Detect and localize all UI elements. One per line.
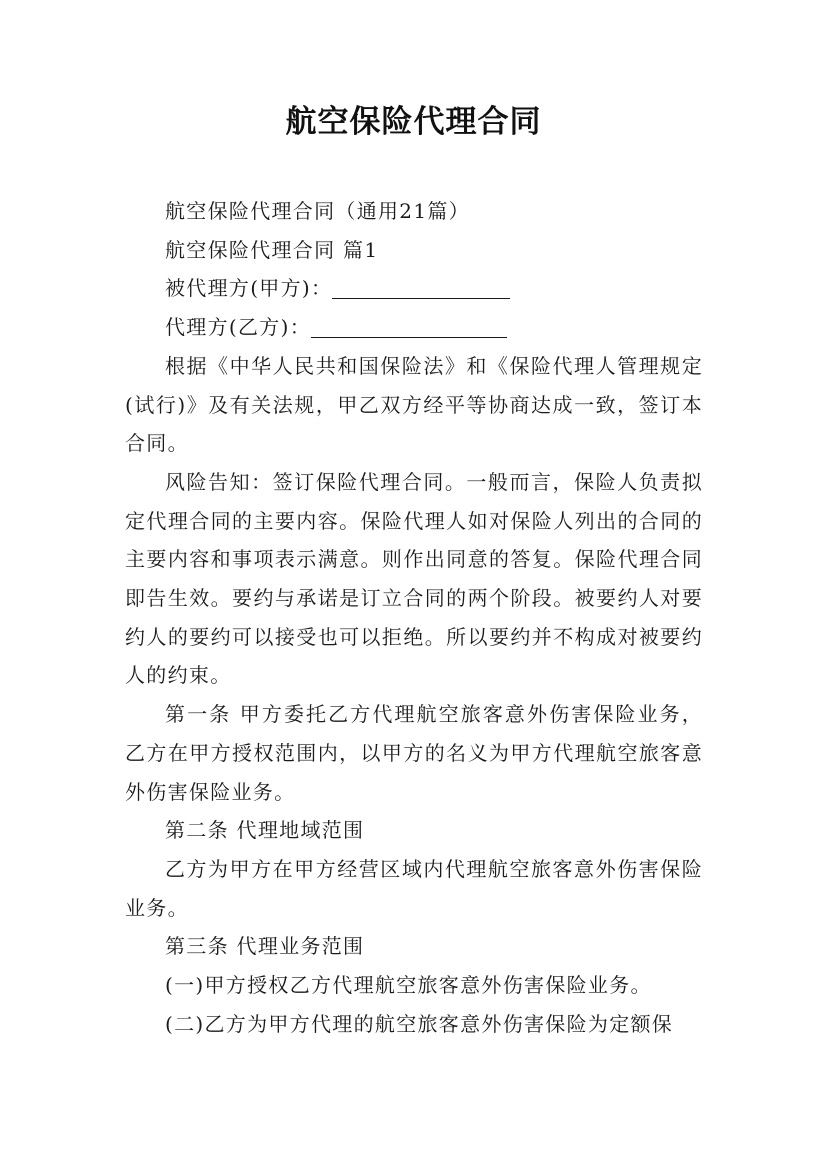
party-b-label: 代理方(乙方)： — [165, 315, 312, 340]
document-subtitle: 航空保险代理合同（通用21篇） — [165, 199, 470, 223]
document-title: 航空保险代理合同 — [285, 104, 542, 140]
part-heading: 航空保险代理合同 篇1 — [165, 237, 379, 262]
article-3-item-1: (一)甲方授权乙方代理航空旅客意外伤害保险业务。 — [165, 973, 652, 998]
party-b-line — [125, 308, 703, 347]
article-2-paragraph: 乙方为甲方在甲方经营区域内代理航空旅客意外伤害保险业务。 — [125, 856, 703, 920]
risk-notice-paragraph: 风险告知：签订保险代理合同。一般而言，保险人负责拟定代理合同的主要内容。保险代理人如对保险人列出的合同的主要内容和事项表示满意。则作出同意的答复。保险代理合同即告生效。要约与承诺是订立合同的两个阶段。被要约人对要约人的要约可以接受也可以拒绝。所以要约并不构成对被要约人的约束。 — [125, 469, 703, 688]
article-3-item-2: (二)乙方为甲方代理的航空旅客意外伤害保险为定额保 — [165, 1011, 674, 1036]
party-a-blank — [332, 272, 510, 299]
article-2-heading: 第二条 代理地域范围 — [165, 818, 365, 843]
article-3-heading: 第三条 代理业务范围 — [165, 934, 365, 959]
party-a-line — [125, 269, 703, 308]
party-b-blank — [311, 311, 507, 338]
article-1-paragraph: 第一条 甲方委托乙方代理航空旅客意外伤害保险业务，乙方在甲方授权范围内，以甲方的名义为甲方代理航空旅客意外伤害保险业务。 — [125, 702, 703, 804]
document-body — [125, 192, 703, 1043]
party-a-label: 被代理方(甲方)： — [165, 276, 333, 301]
basis-paragraph: 根据《中华人民共和国保险法》和《保险代理人管理规定(试行)》及有关法规，甲乙双方经平等协商达成一致，签订本合同。 — [125, 353, 703, 456]
